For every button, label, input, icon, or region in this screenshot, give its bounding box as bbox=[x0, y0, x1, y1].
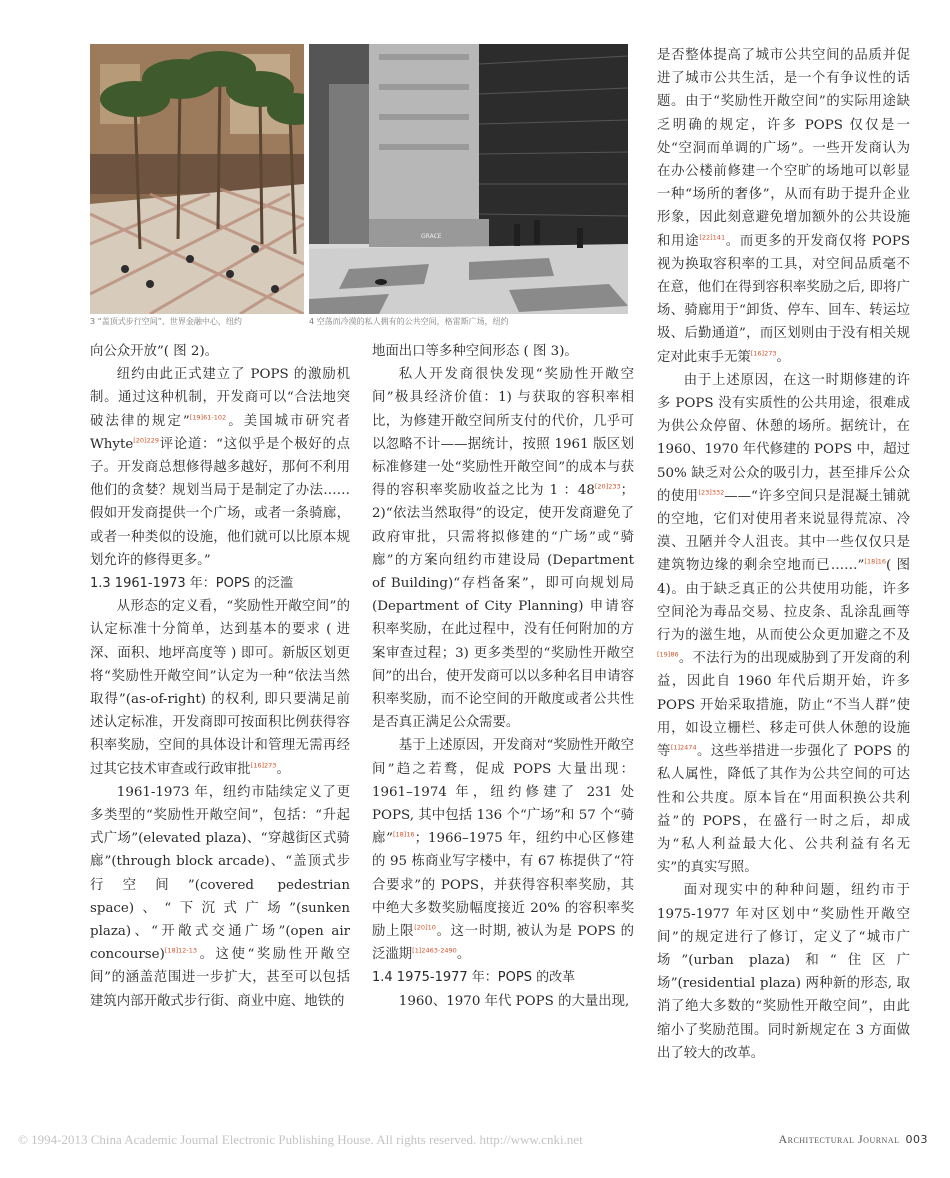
column-1 bbox=[90, 340, 350, 1013]
col2-paragraph-4: 1960、1970 年代 POPS 的大量出现, bbox=[398, 993, 630, 1009]
copyright-watermark: © 1994-2013 China Academic Journal Electronic Publishing House. All rights reserved. http://www.cnki.net bbox=[18, 1132, 583, 1147]
citation-ref: [22]141 bbox=[699, 233, 726, 242]
col2-paragraph-3: 基于上述原因，开发商对“奖励性开敞空间”趋之若鹜，促成 POPS 大量出现：1961–1974 年，纽约修建了 231 处 POPS, 其中包括 136 个“广场”和 57 个“骑廊”$^{[18]16}$；1966–1975 年，纽约中心区修建的 95 栋商业写字楼中，有 67 栋提供了“符合要求”的 POPS，并获得容积率奖励，其中绝大多数奖励幅度接近 20% 的容积率奖励上限$^{[20]10}$。这一时期, 被认为是 POPS 的泛滥期$^{[1]2463-2490}$。 bbox=[372, 738, 635, 963]
citation-ref: [1]2474 bbox=[670, 743, 697, 752]
citation-ref: [19]61-102 bbox=[189, 413, 227, 422]
citation-ref: [20]233 bbox=[594, 482, 621, 491]
citation-ref: [1]2463-2490 bbox=[412, 946, 457, 955]
figure-3-photo bbox=[90, 44, 304, 314]
citation-ref: [23]332 bbox=[698, 488, 725, 497]
figure-3-image bbox=[90, 44, 304, 314]
page-footer bbox=[18, 1128, 928, 1152]
section-heading-1-3: 1.3 1961-1973 年：POPS 的泛滥 bbox=[90, 576, 294, 592]
grace-sign: GRACE bbox=[421, 233, 442, 240]
section-heading-1-4: 1.4 1975-1977 年：POPS 的改革 bbox=[372, 970, 576, 986]
citation-ref: [16]273 bbox=[750, 349, 777, 358]
citation-ref: [18]16 bbox=[392, 830, 415, 839]
col1-paragraph-1: 向公众开放”( 图 2)。 bbox=[90, 344, 219, 359]
column-2 bbox=[372, 340, 634, 1013]
citation-ref: [18]16 bbox=[864, 558, 887, 566]
citation-ref: [18]12-13 bbox=[164, 946, 198, 955]
col1-paragraph-2: 纽约由此正式建立了 POPS 的激励机制。通过这种机制，开发商可以“合法地突破法律的规定”$^{[19]61-102}$。美国城市研究者 Whyte$^{[20]229}$评论道：“这似乎是个极好的点子。开发商总想修得越多越好，那何不利用他们的贪婪？规划当局于是制定了办法……假如开发商提供一个广场，或者一条骑廊，或者一种类似的设施，他们就可以比原本规划允许的修得更多。” bbox=[90, 367, 350, 568]
citation-ref: [19]86 bbox=[657, 650, 679, 659]
col1-paragraph-4: 1961-1973 年，纽约市陆续定义了更多类型的“奖励性开敞空间”，包括：“升起式广场”(elevated plaza)、“穿越街区式骑廊”(through block arcade)、“盖顶式步行空间”(covered pedestrian space)、“下沉式广场”(sunken plaza)、“开敞式交通广场”(open air concourse)$^{[18]12-13}$。这使“奖励性开敞空间”的涵盖范围进一步扩大，甚至可以包括建筑内部开敞式步行街、商业中庭、地铁的 bbox=[90, 784, 350, 1009]
col3-paragraph-1: 是否整体提高了城市公共空间的品质并促进了城市公共生活，是一个有争议性的话题。由于“奖励性开敞空间”的实际用途缺乏明确的规定，许多 POPS 仅仅是一处“空洞而单调的广场”。一些开发商认为在办公楼前修建一个空旷的场地可以彰显一种“场所的奢侈”，从而有助于提升企业形象，因此刻意避免增加额外的公共设施和用途$^{[22]141}$。而更多的开发商仅将 POPS 视为换取容积率的工具，对空间品质毫不在意，他们在得到容积率奖励之后, 即将广场、骑廊用于“卸货、停车、回车、转运垃圾、后勤通道”，而区划则由于没有相关规定对此束手无策$^{[16]273}$。 bbox=[657, 48, 910, 365]
col2-paragraph-2: 私人开发商很快发现“奖励性开敞空间”极具经济价值：1) 与获取的容积率相比，为修建开敞空间所支付的代价，几乎可以忽略不计——据统计，按照 1961 版区划标准修建一处“奖励性开敞空间”的成本与获得的容积率奖励收益之比为 1 ：48$^{[20]233}$；2)“依法当然取得”的设定，使开发商避免了政府审批，只需将拟修建的“广场”或“骑廊”的方案向纽约市建设局 (Department of Building)“存档备案”，即可向规划局 (Department of City Planning) 申请容积率奖励，在此过程中，没有任何附加的方案审查过程；3) 更多类型的“奖励性开敞空间”的出台，使开发商可以以多种名目申请容积率奖励，而不论空间的开敞度或者公共性是否真正满足公众需要。 bbox=[372, 367, 634, 731]
figure-4-image bbox=[309, 44, 628, 314]
col3-paragraph-3: 面对现实中的种种问题，纽约市于 1975-1977 年对区划中“奖励性开敞空间”的规定进行了修订，定义了“城市广场”(urban plaza) 和“住区广场”(residential plaza) 两种新的形态, 取消了绝大多数的“奖励性开敞空间”，由此缩小了奖励范围。同时新规定在 3 方面做出了较大的改革。 bbox=[657, 883, 910, 1061]
figure-4-caption: 4 空荡而冷漠的私人拥有的公共空间，格雷斯广场，纽约 bbox=[309, 317, 509, 326]
citation-ref: [16]273 bbox=[250, 761, 277, 770]
journal-name: Architectural Journal 003 bbox=[778, 1132, 928, 1146]
figure-3-caption: 3 “盖顶式步行空间”、世界金融中心，纽约 bbox=[90, 317, 242, 326]
citation-ref: [20]229 bbox=[133, 436, 160, 445]
page-number: 003 bbox=[905, 1133, 928, 1146]
col2-paragraph-1: 地面出口等多种空间形态 ( 图 3)。 bbox=[372, 344, 578, 359]
figure-4-photo bbox=[309, 44, 628, 314]
col1-paragraph-3: 从形态的定义看，“奖励性开敞空间”的认定标准十分简单，达到基本的要求 ( 进深、面积、地坪高度等 ) 即可。新版区划更将“奖励性开敞空间”认定为一种“依法当然取得”(as-of-right) 的权利, 即只要满足前述认定标准，开发商即可按面积比例获得容积率奖励，空间的具体设计和管理无需再经过其它技术审查或行政审批$^{[16]273}$。 bbox=[90, 599, 350, 777]
citation-ref: [20]10 bbox=[414, 923, 436, 932]
col3-paragraph-2: 由于上述原因，在这一时期修建的许多 POPS 没有实质性的公共用途，很难成为供公众停留、休憩的场所。据统计，在 1960、1970 年代修建的 POPS 中，超过 50% 缺乏对公众的吸引力，甚至排斥公众的使用$^{[23]332}$——“许多空间只是混凝土铺就的空地，它们对使用者来说显得荒凉、冷漠、丑陋并令人沮丧。其中一些仅仅只是建筑物边缘的剩余空地而已……”$^{[18]16}$( 图 4)。由于缺乏真正的公共使用功能，许多空间沦为毒品交易、拉皮条、乱涂乱画等行为的滋生地，从而使公众更加避之不及$^{[19]86}$。不法行为的出现威胁到了开发商的利益，因此自 1960 年代后期开始，许多 POPS 开始采取措施，防止“不当人群”使用，如设立栅栏、移走可供人休憩的设施等$^{[1]2474}$。这些举措进一步强化了 POPS 的私人属性，降低了其作为公共空间的可达性和公共度。原本旨在“用面积换公共利益”的 POPS，在盛行一时之后，却成为“私人利益最大化、公共利益有名无实”的真实写照。 bbox=[657, 372, 911, 876]
column-3 bbox=[657, 44, 910, 1065]
